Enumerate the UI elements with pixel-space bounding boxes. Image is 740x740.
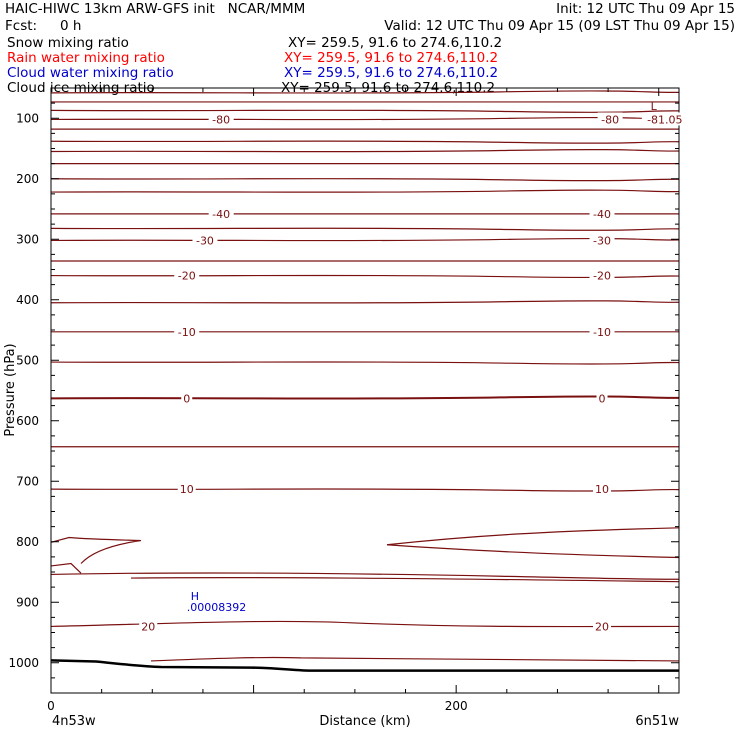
field-rain-xy: XY= 259.5, 91.6 to 274.6,110.2 bbox=[284, 50, 499, 66]
valid-time: Valid: 12 UTC Thu 09 Apr 15 (09 LST Thu 09 Apr 15) bbox=[384, 18, 735, 34]
contour-closed-features bbox=[51, 528, 679, 661]
isotherm-line bbox=[51, 141, 679, 143]
contour-label: -20 bbox=[177, 269, 196, 283]
contour-feature-line bbox=[51, 564, 81, 574]
isotherm-line bbox=[51, 275, 679, 277]
contour-label: -81.05 bbox=[647, 113, 683, 127]
forecast-label: Fcst: bbox=[5, 18, 38, 34]
x-endpoint-left: 4n53w bbox=[52, 714, 96, 729]
y-tick-label: 700 bbox=[16, 474, 39, 489]
contour-label: 0 bbox=[183, 392, 191, 406]
y-tick-label: 600 bbox=[16, 413, 39, 428]
field-snow-name: Snow mixing ratio bbox=[7, 35, 129, 51]
x-tick-label: 200 bbox=[444, 699, 468, 713]
model-title: HAIC-HIWC 13km ARW-GFS init NCAR/MMM bbox=[5, 1, 306, 17]
contour-feature-line bbox=[51, 538, 141, 564]
y-tick-label: 400 bbox=[16, 292, 39, 307]
isotherm-line bbox=[51, 150, 679, 152]
x-axis bbox=[47, 88, 659, 713]
y-tick-label: 300 bbox=[16, 232, 39, 247]
isotherm-line bbox=[51, 239, 679, 241]
x-endpoint-right: 6n51w bbox=[635, 714, 679, 729]
contour-label: -80 bbox=[601, 113, 620, 127]
contour-label: -30 bbox=[593, 234, 612, 248]
contour-label: 10 bbox=[179, 483, 194, 497]
contour-label: -20 bbox=[593, 269, 612, 283]
extremum-marker: H bbox=[190, 590, 200, 604]
field-cloudice-name: Cloud ice mixing ratio bbox=[7, 80, 155, 96]
field-cloudice-xy: XY= 259.5, 91.6 to 274.6,110.2 bbox=[281, 80, 496, 96]
contour-label: -40 bbox=[593, 207, 612, 221]
contour-label: -30 bbox=[195, 234, 214, 248]
y-tick-label: 800 bbox=[16, 534, 39, 549]
contour-label: 0 bbox=[598, 392, 606, 406]
extremum-marker: L bbox=[650, 100, 657, 114]
isotherm-line bbox=[51, 118, 679, 120]
x-axis-title: Distance (km) bbox=[319, 714, 411, 729]
isotherm-line bbox=[51, 489, 679, 491]
contour-feature-line bbox=[151, 658, 679, 661]
init-time: Init: 12 UTC Thu 09 Apr 15 bbox=[556, 1, 735, 17]
extrema-markers bbox=[187, 100, 658, 614]
contour-label: -40 bbox=[212, 207, 231, 221]
isotherm-line bbox=[51, 228, 679, 230]
y-tick-label: 100 bbox=[16, 111, 39, 126]
contour-feature-line bbox=[387, 528, 679, 545]
y-tick-label: 500 bbox=[16, 353, 39, 368]
field-snow-xy: XY= 259.5, 91.6 to 274.6,110.2 bbox=[288, 35, 503, 51]
y-tick-label: 1000 bbox=[8, 655, 39, 670]
isotherm-line bbox=[51, 396, 679, 398]
y-axis-title: Pressure (hPa) bbox=[3, 343, 18, 437]
forecast-hour: 0 h bbox=[60, 18, 82, 34]
isotherm-contours bbox=[51, 91, 679, 491]
contour-label: 20 bbox=[141, 620, 156, 634]
contour-label: 20 bbox=[595, 620, 610, 634]
field-rain-name: Rain water mixing ratio bbox=[7, 50, 165, 66]
isotherm-line bbox=[51, 190, 679, 192]
y-tick-label: 900 bbox=[16, 595, 39, 610]
field-cloudwater-name: Cloud water mixing ratio bbox=[7, 65, 174, 81]
isotherm-line bbox=[51, 301, 679, 303]
contour-label: -80 bbox=[212, 113, 231, 127]
contour-label: -10 bbox=[593, 325, 612, 339]
isotherm-line bbox=[51, 362, 679, 364]
terrain-surface-line bbox=[51, 660, 679, 670]
x-tick-label: 0 bbox=[47, 699, 55, 713]
contour-label: -10 bbox=[177, 325, 196, 339]
contour-feature-line bbox=[387, 545, 679, 558]
extremum-marker: .00008392 bbox=[186, 601, 247, 615]
isotherm-line bbox=[51, 91, 679, 93]
field-cloudwater-xy: XY= 259.5, 91.6 to 274.6,110.2 bbox=[284, 65, 499, 81]
isotherm-line bbox=[51, 110, 679, 112]
contour-label: 10 bbox=[595, 483, 610, 497]
isotherm-line bbox=[51, 179, 679, 181]
y-tick-label: 200 bbox=[16, 171, 39, 186]
